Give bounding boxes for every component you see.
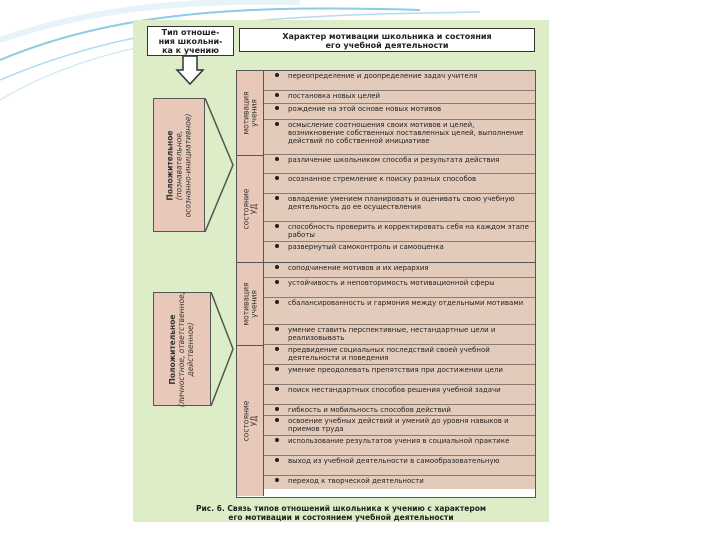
item-text: переход к творческой деятельности	[288, 477, 424, 485]
group-1-motivation-line-1: мотивация	[241, 91, 250, 135]
list-item	[264, 298, 535, 325]
bullet-icon	[275, 176, 279, 180]
bullet-icon	[275, 407, 279, 411]
list-item	[264, 385, 535, 405]
list-item	[264, 71, 535, 91]
item-text: устойчивость и неповторимость мотивационной сферы	[288, 279, 495, 287]
item-text: соподчинение мотивов и их иерархия	[288, 264, 429, 272]
header-right-line-2: его учебной деятельности	[325, 41, 449, 50]
item-text: гибкость и мобильность способов действий	[288, 406, 451, 414]
item-text: умение преодолевать препятствия при достижении цели	[288, 366, 503, 374]
list-item	[264, 325, 535, 345]
group-1-state-label	[237, 155, 264, 263]
item-text: осознанное стремление к поиску разных способов	[288, 175, 477, 183]
group-2-motivation-line-1: мотивация	[241, 282, 250, 326]
list-item	[264, 91, 535, 104]
item-text: развернутый самоконтроль и самооценка	[288, 243, 444, 251]
bullet-icon	[275, 418, 279, 422]
group-1-label-line-3: осознанно-инициативное)	[183, 113, 193, 217]
list-item	[264, 456, 535, 476]
list-item	[264, 263, 535, 278]
group-1-items	[264, 71, 535, 263]
list-item	[264, 476, 535, 489]
list-item	[264, 345, 535, 365]
item-text: предвидение социальных последствий своей учебной деятельности и поведения	[288, 346, 490, 362]
item-text: способность проверить и корректировать себя на каждом этапе работы	[288, 223, 529, 239]
list-item	[264, 405, 535, 416]
bullet-icon	[275, 367, 279, 371]
list-item	[264, 174, 535, 194]
header-left-line-1: Тип отноше-	[161, 28, 220, 37]
bullet-icon	[275, 157, 279, 161]
group-1-label-line-1: Положительное	[165, 130, 175, 200]
bullet-icon	[275, 478, 279, 482]
diagram-panel	[133, 20, 549, 522]
list-item	[264, 365, 535, 385]
list-item	[264, 242, 535, 263]
bullet-icon	[275, 438, 279, 442]
group-2-state-line-1: состояние	[241, 400, 251, 441]
list-item	[264, 120, 535, 155]
list-item	[264, 155, 535, 174]
list-item	[264, 436, 535, 456]
group-2-state-label	[237, 345, 264, 496]
bullet-icon	[275, 327, 279, 331]
bullet-icon	[275, 106, 279, 110]
group-1-state-line-2: УД	[249, 203, 259, 215]
bullet-icon	[275, 280, 279, 284]
list-item	[264, 416, 535, 436]
list-item	[264, 104, 535, 120]
bullet-icon	[275, 244, 279, 248]
item-text: выход из учебной деятельности в самообразовательную	[288, 457, 500, 465]
item-text: постановка новых целей	[288, 92, 381, 100]
relation-type-header	[147, 26, 234, 56]
group-1-motivation-line-2: учения	[249, 99, 258, 127]
item-text: умение ставить перспективные, нестандартные цели и реализовывать	[288, 326, 496, 342]
figure-caption	[133, 504, 549, 522]
group-2-state-line-2: УД	[249, 415, 259, 426]
group-2-motivation-line-2: учения	[249, 290, 258, 318]
group-2-items	[264, 263, 535, 489]
group-1-block	[236, 70, 536, 265]
bullet-icon	[275, 122, 279, 126]
list-item	[264, 222, 535, 242]
group-2-label-line-3: действенное)	[186, 321, 196, 377]
list-item	[264, 194, 535, 222]
bullet-icon	[275, 300, 279, 304]
bullet-icon	[275, 196, 279, 200]
item-text: использование результатов учения в социальной практике	[288, 437, 510, 445]
bullet-icon	[275, 347, 279, 351]
item-text: поиск нестандартных способов решения учебной задачи	[288, 386, 501, 394]
bullet-icon	[275, 93, 279, 97]
bullet-icon	[275, 224, 279, 228]
group-2-label-line-1: Положительное	[168, 314, 178, 384]
item-text: переопределение и доопределение задач учителя	[288, 72, 478, 80]
motivation-character-header	[239, 28, 535, 52]
down-arrow-icon	[175, 56, 205, 86]
group-2-relation-label	[153, 292, 211, 406]
item-text: осмысление соотношения своих мотивов и целей, возникновение собственных поставленных целей, выполнение действий по собственной инициативе	[288, 121, 524, 145]
item-text: сбалансированность и гармония между отдельными мотивами	[288, 299, 524, 307]
group-1-motivation-label	[237, 71, 264, 155]
caption-line-2: его мотивации и состоянием учебной деятельности	[228, 513, 454, 522]
header-left-line-2: ния школьни-	[158, 37, 223, 46]
chevron-right-icon	[205, 98, 235, 232]
item-text: освоение учебных действий и умений до уровня навыков и приемов труда	[288, 417, 509, 433]
item-text: различение школьником способа и результата действия	[288, 156, 500, 164]
bullet-icon	[275, 73, 279, 77]
bullet-icon	[275, 387, 279, 391]
chevron-right-icon	[211, 292, 235, 406]
item-text: рождение на этой основе новых мотивов	[288, 105, 442, 113]
group-2-block	[236, 262, 536, 498]
bullet-icon	[275, 458, 279, 462]
group-2-label-line-2: (личностное, ответственное,	[177, 291, 187, 407]
group-1-label-line-2: (познавательное,	[174, 130, 184, 200]
group-2-motivation-label	[237, 263, 264, 345]
header-right-line-1: Характер мотивации школьника и состояния	[282, 32, 492, 41]
header-left-line-3: ка к учению	[162, 46, 219, 55]
item-text: овладение умением планировать и оценивать свою учебную деятельность до ее осуществления	[288, 195, 515, 211]
group-1-state-line-1: состояние	[241, 188, 251, 230]
caption-line-1: Рис. 6. Связь типов отношений школьника к учению с характером	[196, 504, 486, 513]
group-1-relation-label	[153, 98, 205, 232]
bullet-icon	[275, 265, 279, 269]
list-item	[264, 278, 535, 298]
